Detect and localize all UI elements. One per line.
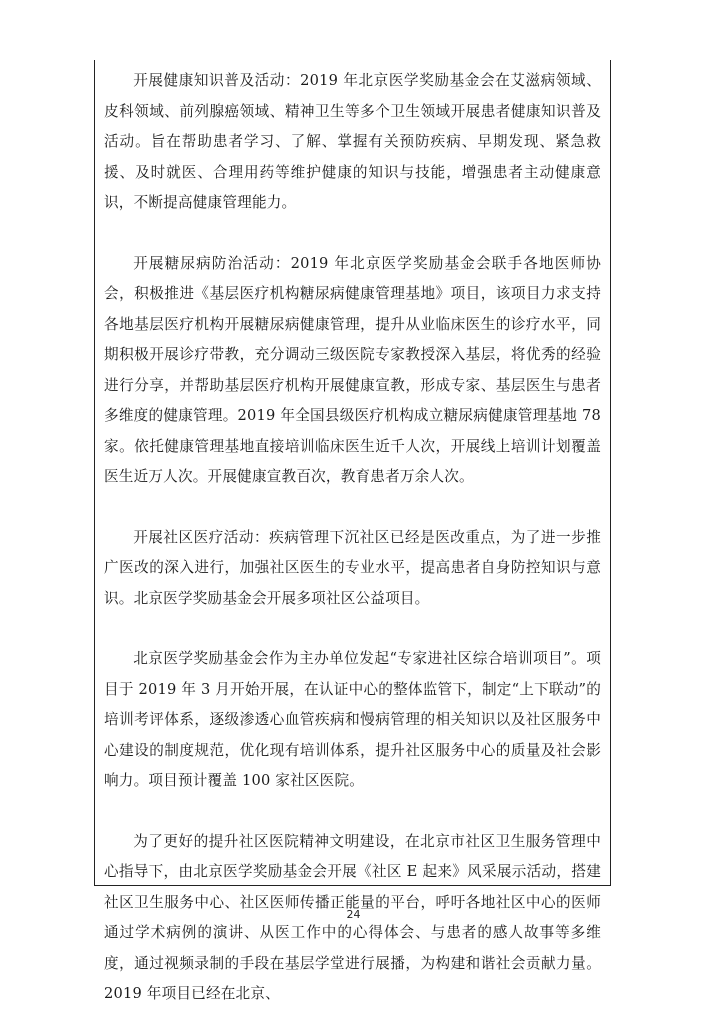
paragraph-expert-community-training: 北京医学奖励基金会作为主办单位发起“专家进社区综合培训项目”。项目于 2019 年 3 月开始开展，在认证中心的整体监管下，制定“上下联动”的培训考评体系，逐级渗透心血管疾病和慢病管理的相关知识以及社区服务中心建设的制度规范，优化现有培训体系，提升社区服务中心的质量及社会影响力。项目预计覆盖 100 家社区医院。 <box>104 650 601 789</box>
paragraph-diabetes-prevention: 开展糖尿病防治活动：2019 年北京医学奖励基金会联手各地医师协会，积极推进《基层医疗机构糖尿病健康管理基地》项目，该项目力求支持各地基层医疗机构开展糖尿病健康管理，提升从业临床医生的诊疗水平，同期积极开展诊疗带教，充分调动三级医院专家教授深入基层，将优秀的经验进行分享，并帮助基层医疗机构开展健康宣教，形成专家、基层医生与患者多维度的健康管理。2019 年全国县级医疗机构成立糖尿病健康管理基地 78 家。依托健康管理基地直接培训临床医生近千人次，开展线上培训计划覆盖医生近万人次。开展健康宣教百次，教育患者万余人次。 <box>104 254 601 485</box>
page-number: 24 <box>346 908 361 921</box>
document-body <box>104 66 601 1010</box>
paragraph-community-medical: 开展社区医疗活动：疾病管理下沉社区已经是医改重点，为了进一步推广医改的深入进行，加强社区医生的专业水平，提高患者自身防控知识与意识。北京医学奖励基金会开展多项社区公益项目。 <box>104 528 601 607</box>
paragraph-community-e-showcase: 为了更好的提升社区医院精神文明建设，在北京市社区卫生服务管理中心指导下，由北京医学奖励基金会开展《社区 E 起来》风采展示活动，搭建社区卫生服务中心、社区医师传播正能量的平台，呼吁各地社区中心的医师通过学术病例的演讲、从医工作中的心得体会、与患者的感人故事等多维度，通过视频录制的手段在基层学堂进行展播，为构建和谐社会贡献力量。2019 年项目已经在北京、 <box>104 832 601 1002</box>
paragraph-health-education: 开展健康知识普及活动：2019 年北京医学奖励基金会在艾滋病领域、皮科领域、前列腺癌领域、精神卫生等多个卫生领域开展患者健康知识普及活动。旨在帮助患者学习、了解、掌握有关预防疾病、早期发现、紧急救援、及时就医、合理用药等维护健康的知识与技能，增强患者主动健康意识，不断提高健康管理能力。 <box>104 72 601 211</box>
